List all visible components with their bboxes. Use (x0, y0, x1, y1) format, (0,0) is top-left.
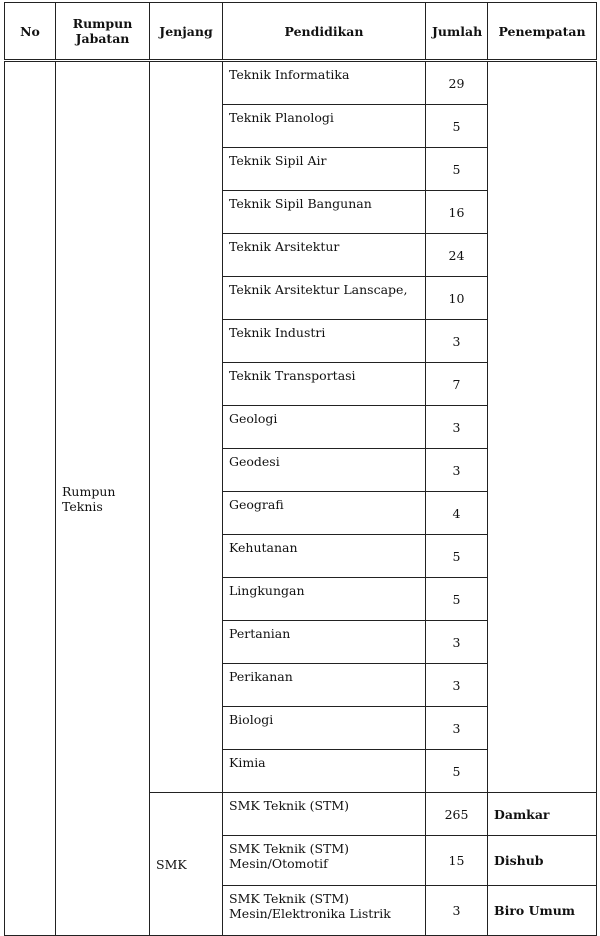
pendidikan-cell: Geografi (223, 492, 426, 535)
jumlah-cell: 5 (426, 105, 488, 148)
pendidikan-cell: Geologi (223, 406, 426, 449)
pendidikan-cell: Kimia (223, 750, 426, 793)
header-penempatan: Penempatan (488, 3, 597, 61)
pendidikan-cell: SMK Teknik (STM) (223, 793, 426, 836)
pendidikan-cell: SMK Teknik (STM) Mesin/Elektronika Listrik (223, 886, 426, 936)
pendidikan-cell: Pertanian (223, 621, 426, 664)
jumlah-cell: 3 (426, 621, 488, 664)
jumlah-cell: 3 (426, 886, 488, 936)
pendidikan-cell: Teknik Sipil Air (223, 148, 426, 191)
jumlah-cell: 5 (426, 578, 488, 621)
penempatan-cell: Damkar (488, 793, 597, 836)
jumlah-cell: 3 (426, 664, 488, 707)
jenjang-cell-empty (150, 61, 223, 793)
jumlah-cell: 5 (426, 148, 488, 191)
jumlah-cell: 3 (426, 320, 488, 363)
pendidikan-cell: Geodesi (223, 449, 426, 492)
jumlah-cell: 3 (426, 449, 488, 492)
jumlah-cell: 7 (426, 363, 488, 406)
jumlah-cell: 3 (426, 406, 488, 449)
pendidikan-cell: Teknik Transportasi (223, 363, 426, 406)
jumlah-cell: 265 (426, 793, 488, 836)
pendidikan-cell: Kehutanan (223, 535, 426, 578)
jumlah-cell: 3 (426, 707, 488, 750)
jumlah-cell: 5 (426, 750, 488, 793)
header-pendidikan: Pendidikan (223, 3, 426, 61)
formation-table (4, 2, 597, 936)
header-row (5, 3, 597, 61)
jumlah-cell: 24 (426, 234, 488, 277)
table-row (5, 61, 597, 105)
jumlah-cell: 15 (426, 836, 488, 886)
pendidikan-cell: Perikanan (223, 664, 426, 707)
jumlah-cell: 5 (426, 535, 488, 578)
pendidikan-cell: Teknik Planologi (223, 105, 426, 148)
header-jumlah: Jumlah (426, 3, 488, 61)
penempatan-cell: Dishub (488, 836, 597, 886)
pendidikan-cell: Teknik Arsitektur (223, 234, 426, 277)
pendidikan-cell: Lingkungan (223, 578, 426, 621)
pendidikan-cell: Teknik Industri (223, 320, 426, 363)
header-rumpun-jabatan: Rumpun Jabatan (56, 3, 150, 61)
no-cell (5, 61, 56, 936)
pendidikan-cell: Biologi (223, 707, 426, 750)
pendidikan-cell: Teknik Informatika (223, 61, 426, 105)
pendidikan-cell: Teknik Arsitektur Lanscape, (223, 277, 426, 320)
pendidikan-cell: Teknik Sipil Bangunan (223, 191, 426, 234)
jumlah-cell: 16 (426, 191, 488, 234)
jumlah-cell: 29 (426, 61, 488, 105)
penempatan-cell: Biro Umum (488, 886, 597, 936)
jenjang-cell: SMK (150, 793, 223, 936)
jumlah-cell: 10 (426, 277, 488, 320)
pendidikan-cell: SMK Teknik (STM) Mesin/Otomotif (223, 836, 426, 886)
rumpun-cell: Rumpun Teknis (56, 61, 150, 936)
penempatan-cell-empty (488, 61, 597, 793)
jumlah-cell: 4 (426, 492, 488, 535)
header-no: No (5, 3, 56, 61)
header-jenjang: Jenjang (150, 3, 223, 61)
